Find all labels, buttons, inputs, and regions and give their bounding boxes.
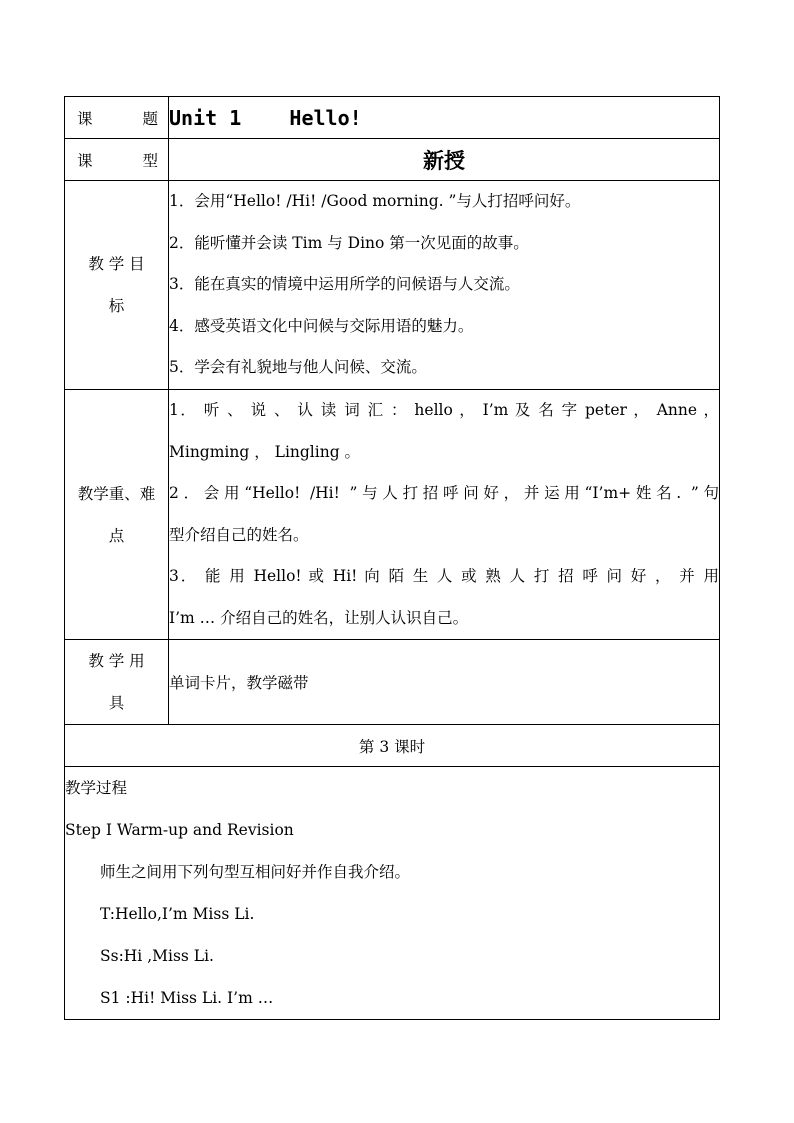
lesson-row	[65, 725, 720, 767]
process-intro: 师生之间用下列句型互相问好并作自我介绍。	[100, 863, 411, 881]
objective-item: 1．会用“Hello! /Hi! /Good morning. ”与人打招呼问好。	[169, 192, 581, 211]
topic-label: 课 题	[65, 97, 169, 139]
tools-label: 教 学 用 具	[65, 640, 169, 725]
focus-line: 1． 听 、 说 、 认 读 词 汇 ： hello ， I’m 及 名 字 peter ， Anne ，	[169, 401, 719, 419]
focus-label: 教学重、难 点	[65, 390, 169, 640]
type-label: 课 型	[65, 139, 169, 181]
focus-line: Mingming ， Lingling 。	[169, 442, 361, 461]
process-section	[65, 767, 720, 1020]
tools-row	[65, 640, 720, 725]
focus-line: 3． 能 用 Hello! 或 Hi! 向 陌 生 人 或 熟 人 打 招 呼 问 好 ， 并 用	[169, 567, 719, 585]
topic-row	[65, 97, 720, 139]
process-heading: 教学过程	[65, 779, 128, 797]
focus-row	[65, 390, 720, 640]
focus-line: I’m … 介绍自己的姓名，让别人认识自己。	[169, 608, 469, 627]
lesson-plan-table	[64, 96, 720, 1020]
objective-item: 2．能听懂并会读 Tim 与 Dino 第一次见面的故事。	[169, 233, 529, 252]
dialogue-line: Ss:Hi ,Miss Li.	[100, 947, 214, 965]
focus-line: 2．会用“Hello! /Hi! ”与人打招呼问好，并运用“I’m+姓名. ”句	[169, 484, 719, 502]
objective-item: 4．感受英语文化中问候与交际用语的魅力。	[169, 316, 474, 335]
type-value: 新授	[169, 139, 720, 181]
process-row	[65, 767, 720, 1020]
objectives-label: 教 学 目 标	[65, 181, 169, 390]
focus-content	[169, 390, 720, 640]
objectives-row	[65, 181, 720, 390]
topic-value: Unit 1 Hello!	[169, 97, 720, 139]
type-row	[65, 139, 720, 181]
focus-line: 型介绍自己的姓名。	[169, 525, 309, 544]
process-step: Step I Warm-up and Revision	[65, 821, 294, 839]
objective-item: 3．能在真实的情境中运用所学的问候语与人交流。	[169, 275, 520, 294]
dialogue-line: T:Hello,I’m Miss Li.	[100, 905, 255, 923]
dialogue-line: S1 :Hi! Miss Li. I’m …	[100, 989, 274, 1007]
tools-value: 单词卡片，教学磁带	[169, 640, 720, 725]
objectives-list	[169, 181, 720, 390]
objective-item: 5．学会有礼貌地与他人问候、交流。	[169, 358, 427, 377]
lesson-number: 第 3 课时	[65, 725, 720, 767]
